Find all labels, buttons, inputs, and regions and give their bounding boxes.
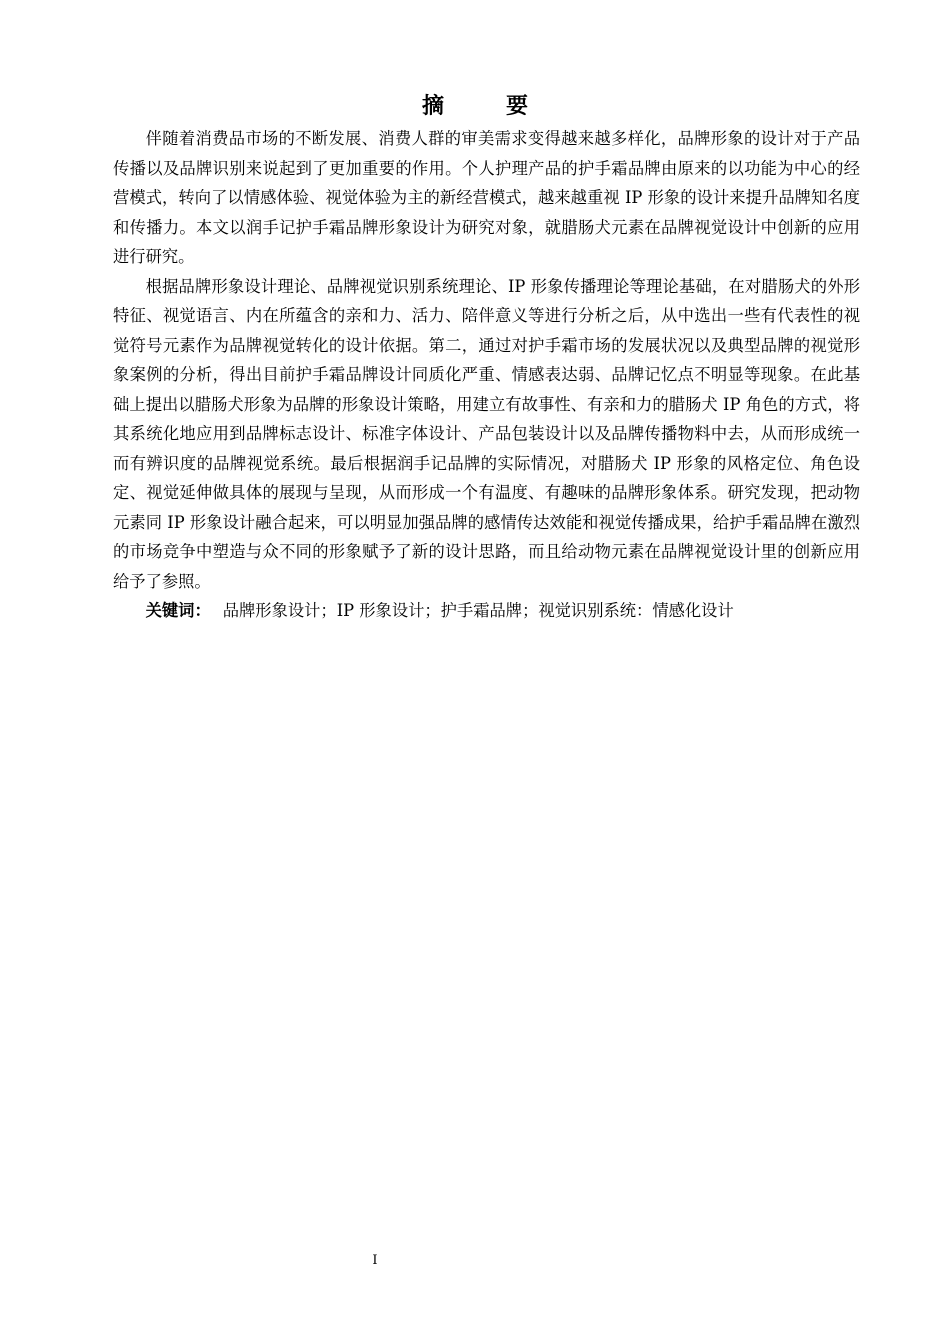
page-number: I <box>372 1253 378 1268</box>
keywords-line <box>113 596 860 626</box>
keywords-label: 关键词： <box>145 601 211 620</box>
abstract-paragraph-1: 伴随着消费品市场的不断发展、消费人群的审美需求变得越来越多样化，品牌形象的设计对于产品传播以及品牌识别来说起到了更加重要的作用。个人护理产品的护手霜品牌由原来的以功能为中心的经营模式，转向了以情感体验、视觉体验为主的新经营模式，越来越重视 IP 形象的设计来提升品牌知名度和传播力。本文以润手记护手霜品牌形象设计为研究对象，就腊肠犬元素在品牌视觉设计中创新的应用进行研究。 <box>113 129 860 266</box>
abstract-paragraph-2: 根据品牌形象设计理论、品牌视觉识别系统理论、IP 形象传播理论等理论基础，在对腊肠犬的外形特征、视觉语言、内在所蕴含的亲和力、活力、陪伴意义等进行分析之后，从中选出一些有代表性的视觉符号元素作为品牌视觉转化的设计依据。第二，通过对护手霜市场的发展状况以及典型品牌的视觉形象案例的分析，得出目前护手霜品牌设计同质化严重、情感表达弱、品牌记忆点不明显等现象。在此基础上提出以腊肠犬形象为品牌的形象设计策略，用建立有故事性、有亲和力的腊肠犬 IP 角色的方式，将其系统化地应用到品牌标志设计、标准字体设计、产品包装设计以及品牌传播物料中去，从而形成统一而有辨识度的品牌视觉系统。最后根据润手记品牌的实际情况，对腊肠犬 IP 形象的风格定位、角色设定、视觉延伸做具体的展现与呈现，从而形成一个有温度、有趣味的品牌形象体系。研究发现，把动物元素同 IP 形象设计融合起来，可以明显加强品牌的感情传达效能和视觉传播成果，给护手霜品牌在激烈的市场竞争中塑造与众不同的形象赋予了新的设计思路，而且给动物元素在品牌视觉设计里的创新应用给予了参照。 <box>113 276 860 591</box>
abstract-body <box>113 124 860 626</box>
abstract-title: 摘 要 <box>421 94 548 119</box>
keywords-text: 品牌形象设计；IP 形象设计；护手霜品牌；视觉识别系统：情感化设计 <box>222 601 734 620</box>
